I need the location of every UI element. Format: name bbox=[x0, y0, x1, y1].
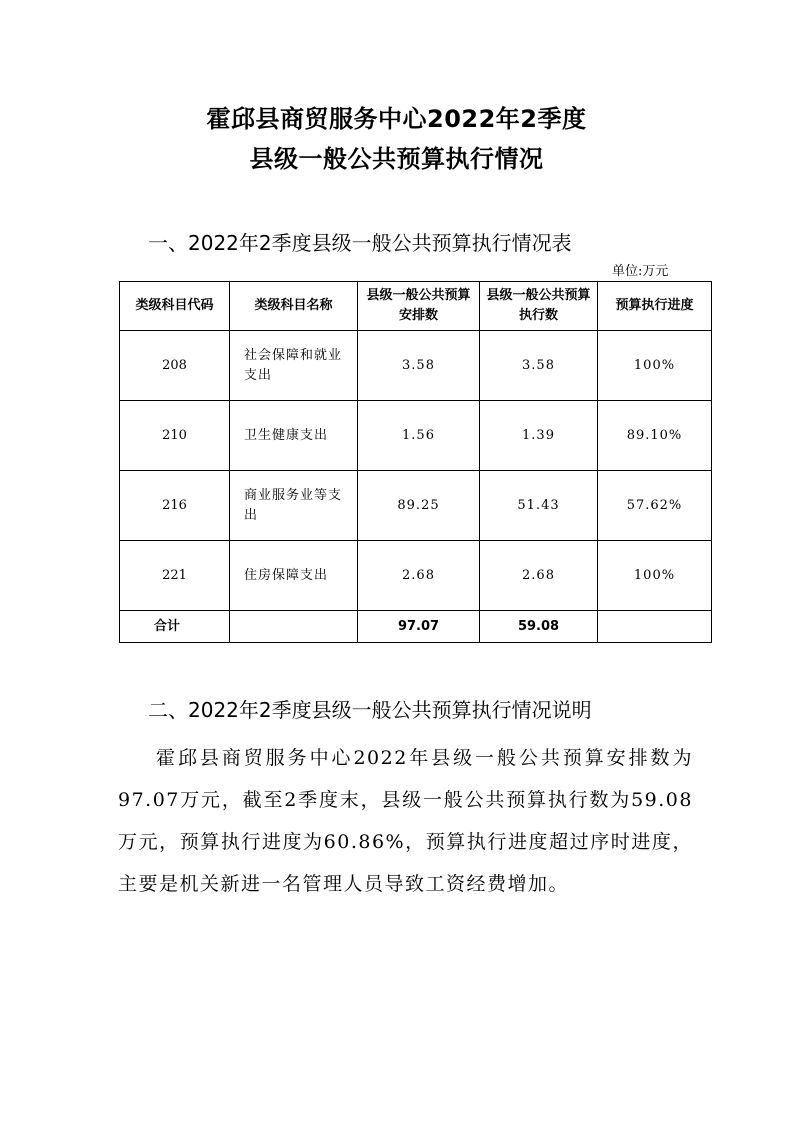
cell-progress: 100% bbox=[598, 541, 712, 611]
section1-heading: 一、2022年2季度县级一般公共预算执行情况表 bbox=[148, 231, 572, 255]
cell-progress: 89.10% bbox=[598, 401, 712, 471]
explanation-paragraph: 霍邱县商贸服务中心2022年县级一般公共预算安排数为97.07万元，截至2季度末，县级一般公共预算执行数为59.08万元，预算执行进度为60.86%，预算执行进度超过序时进度，主要是机关新进一名管理人员导致工资经费增加。 bbox=[118, 747, 693, 895]
section2-heading: 二、2022年2季度县级一般公共预算执行情况说明 bbox=[148, 698, 592, 722]
header-budget: 县级一般公共预算安排数 bbox=[358, 282, 480, 331]
total-executed: 59.08 bbox=[480, 611, 598, 643]
table-row bbox=[120, 401, 712, 471]
total-budget: 97.07 bbox=[358, 611, 480, 643]
cell-code: 216 bbox=[120, 471, 230, 541]
cell-executed: 1.39 bbox=[480, 401, 598, 471]
cell-name: 社会保障和就业支出 bbox=[230, 331, 358, 401]
cell-budget: 89.25 bbox=[358, 471, 480, 541]
cell-budget: 2.68 bbox=[358, 541, 480, 611]
budget-table bbox=[119, 281, 712, 643]
cell-code: 208 bbox=[120, 331, 230, 401]
cell-progress: 57.62% bbox=[598, 471, 712, 541]
header-progress: 预算执行进度 bbox=[598, 282, 712, 331]
cell-name: 商业服务业等支出 bbox=[230, 471, 358, 541]
cell-code: 221 bbox=[120, 541, 230, 611]
header-executed: 县级一般公共预算执行数 bbox=[480, 282, 598, 331]
cell-executed: 51.43 bbox=[480, 471, 598, 541]
cell-name: 卫生健康支出 bbox=[230, 401, 358, 471]
header-name: 类级科目名称 bbox=[230, 282, 358, 331]
header-code: 类级科目代码 bbox=[120, 282, 230, 331]
cell-executed: 2.68 bbox=[480, 541, 598, 611]
cell-executed: 3.58 bbox=[480, 331, 598, 401]
document-title-line2: 县级一般公共预算执行情况 bbox=[249, 145, 544, 173]
unit-label: 单位:万元 bbox=[612, 264, 669, 279]
table-total-row bbox=[120, 611, 712, 643]
cell-code: 210 bbox=[120, 401, 230, 471]
table-header-row bbox=[120, 282, 712, 331]
document-title-line1: 霍邱县商贸服务中心2022年2季度 bbox=[206, 105, 587, 133]
table-row bbox=[120, 541, 712, 611]
table-row bbox=[120, 471, 712, 541]
total-label: 合计 bbox=[120, 611, 230, 643]
cell-budget: 3.58 bbox=[358, 331, 480, 401]
total-name bbox=[230, 611, 358, 643]
total-progress bbox=[598, 611, 712, 643]
cell-progress: 100% bbox=[598, 331, 712, 401]
table-row bbox=[120, 331, 712, 401]
cell-budget: 1.56 bbox=[358, 401, 480, 471]
cell-name: 住房保障支出 bbox=[230, 541, 358, 611]
